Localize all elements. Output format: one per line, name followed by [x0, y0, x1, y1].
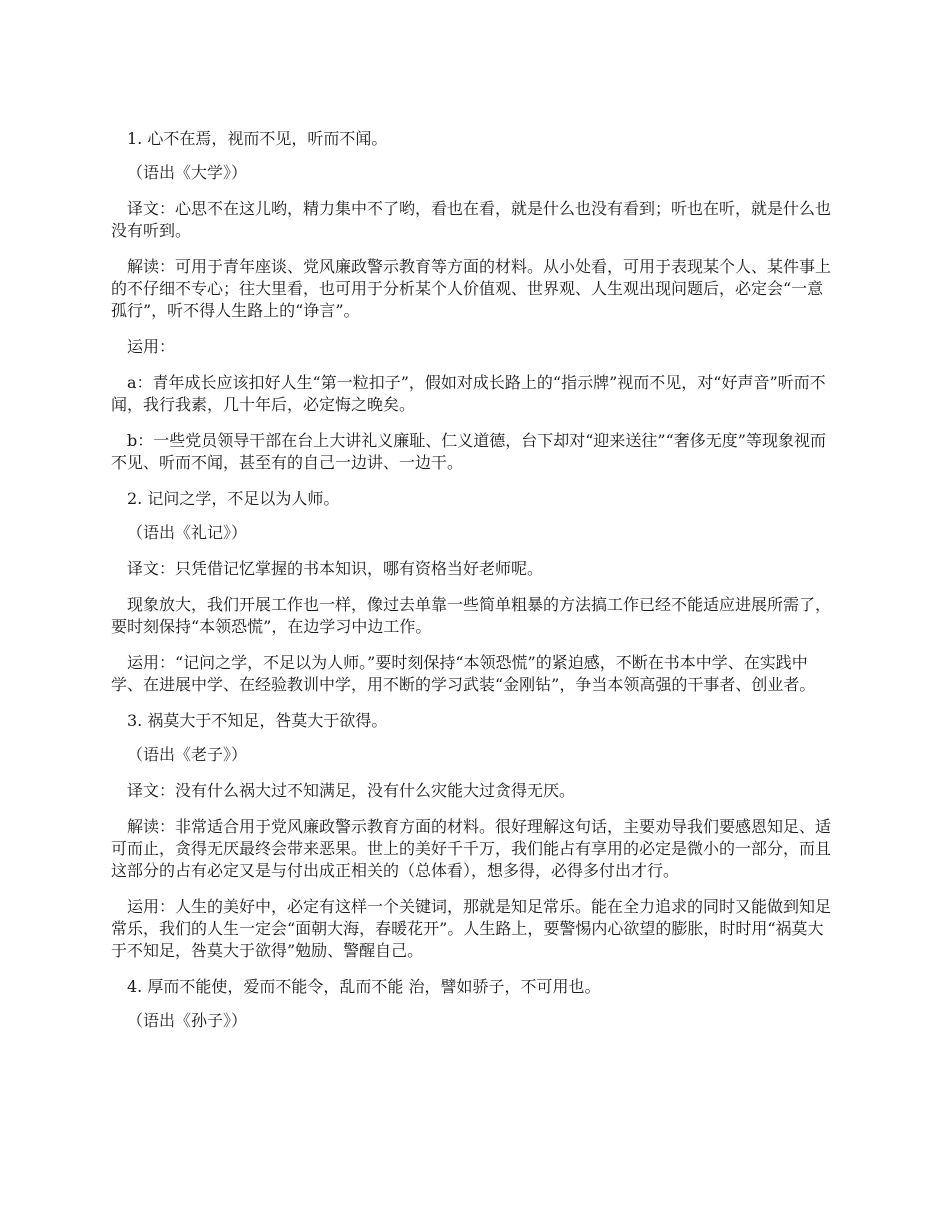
commentary-paragraph-2: 现象放大，我们开展工作也一样，像过去单靠一些简单粗暴的方法搞工作已经不能适应进展所需了，要时刻保持“本领恐慌”，在边学习中边工作。: [111, 595, 832, 636]
section-heading-1: 1. 心不在焉，视而不见，听而不闻。: [127, 129, 388, 148]
source-citation-1: （语出《大学》）: [127, 163, 248, 182]
translation-paragraph-3: 译文：没有什么祸大过不知满足，没有什么灾能大过贪得无厌。: [127, 781, 576, 800]
source-citation-4: （语出《孙子》）: [127, 1011, 248, 1030]
usage-example-a: a：青年成长应该扣好人生“第一粒扣子”，假如对成长路上的“指示牌”视而不见，对“好声音”听而不闻，我行我素，几十年后，必定悔之晚矣。: [111, 373, 826, 414]
usage-example-b: b：一些党员领导干部在台上大讲礼义廉耻、仁义道德，台下却对“迎来送往”“奢侈无度”等现象视而不见、听而不闻，甚至有的自己一边讲、一边干。: [111, 431, 826, 472]
usage-paragraph-3: 运用：人生的美好中，必定有这样一个关键词，那就是知足常乐。能在全力追求的同时又能做到知足常乐，我们的人生一定会“面朝大海，春暖花开”。人生路上，要警惕内心欲望的膨胀，时时用“祸莫大于不知足，咎莫大于欲得”勉励、警醒自己。: [111, 897, 832, 960]
translation-paragraph-2: 译文：只凭借记忆掌握的书本知识，哪有资格当好老师呢。: [127, 559, 544, 578]
section-heading-3: 3. 祸莫大于不知足，咎莫大于欲得。: [127, 711, 388, 730]
translation-paragraph-1: 译文：心思不在这儿哟，精力集中不了哟，看也在看，就是什么也没有看到；听也在听，就是什么也没有听到。: [111, 199, 832, 240]
source-citation-2: （语出《礼记》）: [127, 523, 248, 542]
usage-label-1: 运用：: [127, 337, 176, 356]
interpretation-paragraph-3: 解读：非常适合用于党风廉政警示教育方面的材料。很好理解这句话，主要劝导我们要感恩知足、适可而止，贪得无厌最终会带来恶果。世上的美好千千万，我们能占有享用的必定是微小的一部分，而且这部分的占有必定又是与付出成正相关的（总体看），想多得，必得多付出才行。: [111, 817, 832, 880]
source-citation-3: （语出《老子》）: [127, 745, 248, 764]
document-page: [111, 128, 839, 1046]
section-heading-2: 2. 记问之学，不足以为人师。: [127, 489, 340, 508]
section-heading-4: 4. 厚而不能使，爱而不能令，乱而不能 治，譬如骄子，不可用也。: [127, 977, 601, 996]
usage-paragraph-2: 运用：“记问之学，不足以为人师。”要时刻保持“本领恐慌”的紧迫感，不断在书本中学、在实践中学、在进展中学、在经验教训中学，用不断的学习武装“金刚钻”，争当本领高强的干事者、创业者。: [111, 653, 816, 694]
interpretation-paragraph-1: 解读：可用于青年座谈、党风廉政警示教育等方面的材料。从小处看，可用于表现某个人、某件事上的不仔细不专心；往大里看，也可用于分析某个人价值观、世界观、人生观出现问题后，必定会“一意孤行”，听不得人生路上的“诤言”。: [111, 257, 832, 320]
